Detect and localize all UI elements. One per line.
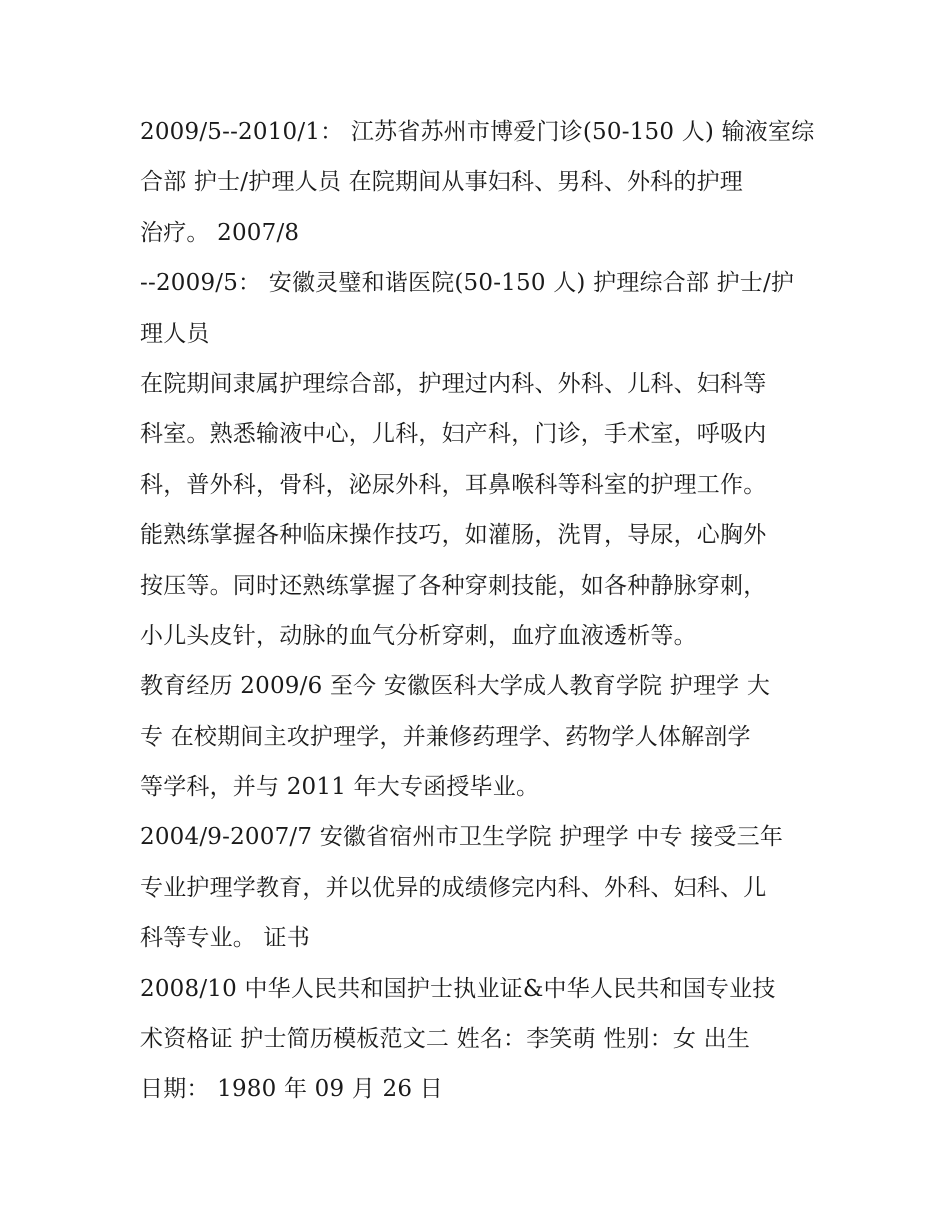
- text-line: 2008/10 中华人民共和国护士执业证&中华人民共和国专业技: [140, 975, 776, 1002]
- text-line: 2004/9-2007/7 安徽省宿州市卫生学院 护理学 中专 接受三年: [140, 824, 784, 851]
- text-line: 专 在校期间主攻护理学，并兼修药理学、药物学人体解剖学: [140, 723, 751, 750]
- text-line: 教育经历 2009/6 至今 安徽医科大学成人教育学院 护理学 大: [140, 673, 771, 700]
- text-line: 合部 护士/护理人员 在院期间从事妇科、男科、外科的护理: [140, 169, 743, 196]
- text-line: 科，普外科，骨科，泌尿外科，耳鼻喉科等科室的护理工作。: [140, 471, 767, 498]
- text-line: 科等专业。 证书: [140, 925, 310, 952]
- text-line: 等学科，并与 2011 年大专函授毕业。: [140, 774, 540, 801]
- text-line: 2009/5--2010/1： 江苏省苏州市博爱门诊(50-150 人) 输液室综: [140, 119, 815, 145]
- text-line: 在院期间隶属护理综合部，护理过内科、外科、儿科、妇科等: [140, 370, 767, 397]
- text-line: 专业护理学教育，并以优异的成绩修完内科、外科、妇科、儿: [140, 874, 767, 901]
- text-line: 能熟练掌握各种临床操作技巧，如灌肠，洗胃，导尿，心胸外: [140, 522, 767, 549]
- text-line: 科室。熟悉输液中心，儿科，妇产科，门诊，手术室，呼吸内: [140, 421, 767, 448]
- text-line: 治疗。 2007/8: [140, 219, 300, 246]
- text-line: 按压等。同时还熟练掌握了各种穿刺技能，如各种静脉穿刺，: [140, 572, 767, 599]
- text-line: 理人员: [140, 320, 210, 347]
- text-line: 小儿头皮针，动脉的血气分析穿刺，血疗血液透析等。: [140, 622, 697, 649]
- text-line: --2009/5： 安徽灵璧和谐医院(50-150 人) 护理综合部 护士/护: [140, 270, 795, 297]
- text-line: 日期： 1980 年 09 月 26 日: [140, 1076, 443, 1103]
- text-line: 术资格证 护士简历模板范文二 姓名：李笑萌 性别：女 出生: [140, 1026, 751, 1053]
- document-body: [140, 107, 820, 1115]
